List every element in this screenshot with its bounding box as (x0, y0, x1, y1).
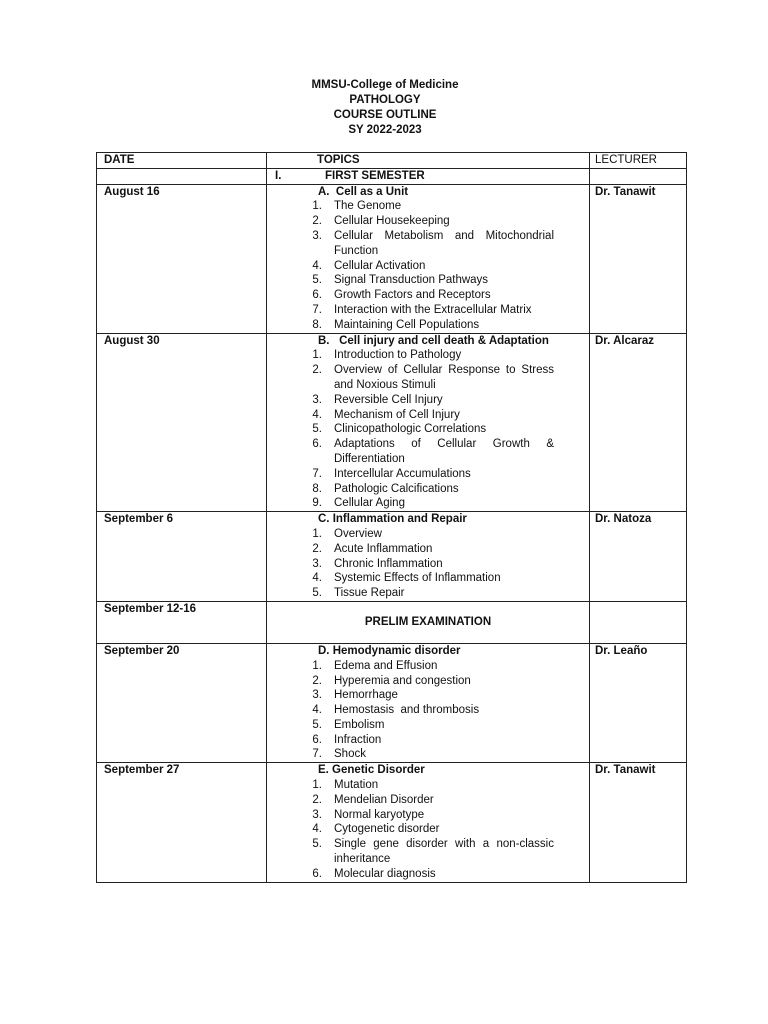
topic-list (267, 778, 589, 882)
semester-cell (267, 168, 590, 184)
list-item (267, 199, 589, 214)
item-number: 2. (312, 215, 322, 228)
row-topics (267, 333, 590, 512)
row-lecturer: Dr. Alcaraz (590, 333, 687, 512)
list-item (267, 659, 589, 674)
item-text: Adaptations of Cellular Growth & Differentiation (334, 438, 558, 465)
item-number: 4. (312, 572, 322, 585)
section-title: C. Inflammation and Repair (318, 513, 467, 526)
list-item (267, 408, 589, 423)
item-text: Infraction (334, 733, 382, 746)
item-number: 6. (312, 867, 322, 880)
document-header (0, 78, 768, 138)
exam-lecturer-cell (590, 601, 687, 643)
list-item (267, 703, 589, 718)
item-text: Intercellular Accumulations (334, 467, 471, 480)
item-number: 6. (312, 289, 322, 302)
item-number: 2. (312, 793, 322, 806)
topic-row (97, 763, 687, 882)
column-header-topics: TOPICS (267, 153, 590, 169)
list-item (267, 808, 589, 823)
item-text: Maintaining Cell Populations (334, 318, 480, 331)
list-item (267, 747, 589, 762)
semester-numeral: I. (275, 169, 282, 182)
item-text: Normal karyotype (334, 808, 425, 821)
item-number: 2. (312, 674, 322, 687)
item-text: Growth Factors and Receptors (334, 289, 491, 302)
item-text: Cytogenetic disorder (334, 823, 440, 836)
row-date: September 20 (97, 643, 267, 762)
item-text: Embolism (334, 718, 385, 731)
item-number: 4. (312, 823, 322, 836)
item-number: 4. (312, 259, 322, 272)
item-number: 3. (312, 393, 322, 406)
list-item (267, 363, 589, 393)
list-item (267, 571, 589, 586)
item-number: 6. (312, 733, 322, 746)
semester-row (97, 168, 687, 184)
item-text: Hemostasis and thrombosis (334, 704, 480, 717)
item-text: Shock (334, 748, 366, 761)
item-text: Acute Inflammation (334, 542, 433, 555)
item-number: 3. (312, 557, 322, 570)
row-lecturer: Dr. Natoza (590, 512, 687, 602)
list-item (267, 733, 589, 748)
item-text: Chronic Inflammation (334, 557, 443, 570)
list-item (267, 867, 589, 882)
subject-name: PATHOLOGY (349, 94, 421, 106)
list-item (267, 422, 589, 437)
list-item (267, 718, 589, 733)
section-title: B. Cell injury and cell death & Adaptation (318, 334, 549, 347)
list-item (267, 674, 589, 689)
item-text: Overview of Cellular Response to Stress and Noxious Stimuli (334, 364, 558, 391)
list-item (267, 348, 589, 363)
list-item (267, 288, 589, 303)
topic-list (267, 348, 589, 511)
topic-row (97, 512, 687, 602)
row-date: September 27 (97, 763, 267, 882)
item-number: 4. (312, 704, 322, 717)
item-text: Introduction to Pathology (334, 349, 462, 362)
item-number: 8. (312, 318, 322, 331)
list-item (267, 318, 589, 333)
section-title: D. Hemodynamic disorder (318, 644, 461, 657)
item-number: 7. (312, 467, 322, 480)
list-item (267, 527, 589, 542)
item-number: 7. (312, 303, 322, 316)
topic-list (267, 199, 589, 332)
topic-row (97, 184, 687, 333)
row-topics (267, 643, 590, 762)
item-text: Tissue Repair (334, 587, 405, 600)
item-number: 1. (312, 659, 322, 672)
list-item (267, 542, 589, 557)
item-text: Molecular diagnosis (334, 867, 436, 880)
semester-label: FIRST SEMESTER (325, 169, 425, 182)
item-number: 3. (312, 808, 322, 821)
item-text: Overview (334, 527, 382, 540)
list-item (267, 303, 589, 318)
item-text: Hyperemia and congestion (334, 674, 471, 687)
row-lecturer: Dr. Leaño (590, 643, 687, 762)
list-item (267, 437, 589, 467)
item-text: Clinicopathologic Correlations (334, 423, 487, 436)
item-number: 3. (312, 229, 322, 242)
row-topics (267, 763, 590, 882)
item-text: Hemorrhage (334, 689, 398, 702)
item-number: 4. (312, 408, 322, 421)
list-item (267, 837, 589, 867)
section-title: E. Genetic Disorder (318, 764, 425, 777)
item-number: 5. (312, 274, 322, 287)
exam-cell (267, 601, 590, 643)
item-text: Edema and Effusion (334, 659, 438, 672)
item-number: 2. (312, 364, 322, 377)
item-number: 5. (312, 587, 322, 600)
item-text: Cellular Aging (334, 497, 405, 510)
exam-label: PRELIM EXAMINATION (364, 615, 492, 628)
item-number: 1. (312, 349, 322, 362)
list-item (267, 793, 589, 808)
list-item (267, 822, 589, 837)
topic-row (97, 643, 687, 762)
row-topics (267, 512, 590, 602)
list-item (267, 259, 589, 274)
exam-date: September 12-16 (97, 601, 267, 643)
item-text: Interaction with the Extracellular Matrix (334, 303, 532, 316)
list-item (267, 393, 589, 408)
item-number: 8. (312, 482, 322, 495)
item-number: 3. (312, 689, 322, 702)
topic-list (267, 527, 589, 601)
item-text: Mendelian Disorder (334, 793, 434, 806)
item-text: Single gene disorder with a non-classic inheritance (334, 838, 558, 866)
column-header-lecturer: LECTURER (590, 153, 687, 169)
item-number: 1. (312, 200, 322, 213)
semester-date-cell (97, 168, 267, 184)
row-lecturer: Dr. Tanawit (590, 184, 687, 333)
header-row (97, 153, 687, 169)
list-item (267, 688, 589, 703)
item-text: Cellular Housekeeping (334, 215, 450, 228)
item-text: Reversible Cell Injury (334, 393, 443, 406)
item-text: Mechanism of Cell Injury (334, 408, 460, 421)
list-item (267, 229, 589, 259)
list-item (267, 273, 589, 288)
topic-list (267, 659, 589, 763)
item-number: 2. (312, 542, 322, 555)
item-text: Mutation (334, 779, 379, 792)
item-number: 9. (312, 497, 322, 510)
exam-row (97, 601, 687, 643)
item-number: 5. (312, 718, 322, 731)
row-topics (267, 184, 590, 333)
item-text: Cellular Activation (334, 259, 426, 272)
section-title: A. Cell as a Unit (318, 185, 409, 198)
row-date: August 30 (97, 333, 267, 512)
row-lecturer: Dr. Tanawit (590, 763, 687, 882)
item-number: 1. (312, 779, 322, 792)
item-number: 5. (312, 838, 322, 851)
list-item (267, 214, 589, 229)
item-number: 1. (312, 527, 322, 540)
document-type: COURSE OUTLINE (333, 109, 437, 121)
item-number: 7. (312, 748, 322, 761)
row-date: August 16 (97, 184, 267, 333)
item-text: Cellular Metabolism and Mitochondrial Function (334, 229, 558, 257)
course-outline-table (96, 152, 687, 883)
row-date: September 6 (97, 512, 267, 602)
item-text: Pathologic Calcifications (334, 482, 459, 495)
item-number: 5. (312, 423, 322, 436)
list-item (267, 586, 589, 601)
list-item (267, 496, 589, 511)
item-text: Signal Transduction Pathways (334, 274, 489, 287)
list-item (267, 778, 589, 793)
list-item (267, 467, 589, 482)
semester-lecturer-cell (590, 168, 687, 184)
item-number: 6. (312, 438, 322, 451)
item-text: Systemic Effects of Inflammation (334, 572, 501, 585)
item-text: The Genome (334, 200, 402, 213)
topic-row (97, 333, 687, 512)
list-item (267, 557, 589, 572)
list-item (267, 482, 589, 497)
institution-name: MMSU-College of Medicine (311, 79, 459, 91)
column-header-date: DATE (97, 153, 267, 169)
school-year: SY 2022-2023 (348, 124, 422, 136)
